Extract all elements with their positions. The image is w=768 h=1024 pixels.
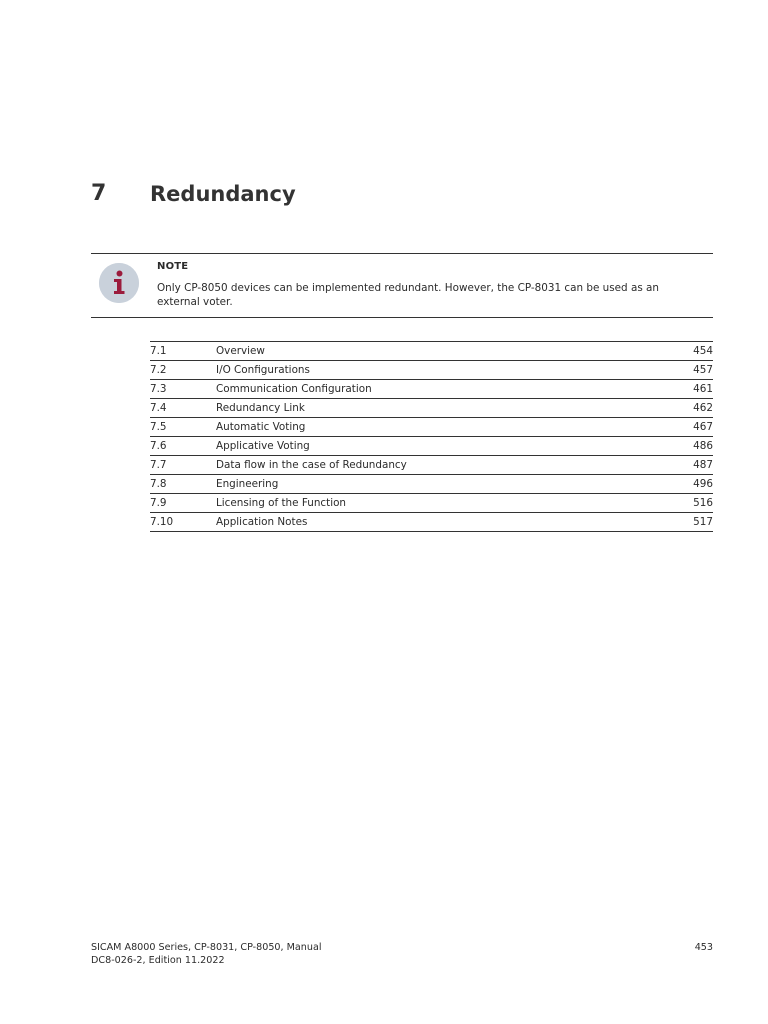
note-text: Only CP-8050 devices can be implemented redundant. However, the CP-8031 can be used as an external voter.	[157, 282, 659, 308]
toc-row-7-4[interactable]	[150, 399, 713, 418]
toc-page[interactable]: 462	[693, 402, 713, 414]
toc-page[interactable]: 487	[693, 459, 713, 471]
toc-row-7-1[interactable]	[150, 342, 713, 361]
toc-number: 7.9	[150, 497, 167, 509]
toc-row-7-7[interactable]	[150, 456, 713, 475]
table-of-contents	[150, 341, 713, 532]
toc-page[interactable]: 486	[693, 440, 713, 452]
info-icon	[99, 263, 139, 303]
footer-edition: DC8-026-2, Edition 11.2022	[91, 955, 225, 966]
toc-title[interactable]: Automatic Voting	[216, 421, 306, 433]
toc-row-7-10[interactable]	[150, 513, 713, 532]
toc-title[interactable]: Application Notes	[216, 516, 308, 528]
toc-row-7-5[interactable]	[150, 418, 713, 437]
chapter-number: 7	[91, 181, 107, 206]
toc-row-7-6[interactable]	[150, 437, 713, 456]
toc-row-7-8[interactable]	[150, 475, 713, 494]
toc-number: 7.10	[150, 516, 174, 528]
toc-title[interactable]: Redundancy Link	[216, 402, 305, 414]
toc-number: 7.6	[150, 440, 167, 452]
chapter-title: Redundancy	[150, 182, 296, 206]
note-heading: NOTE	[157, 261, 189, 272]
toc-title[interactable]: Licensing of the Function	[216, 497, 347, 509]
toc-page[interactable]: 461	[693, 383, 713, 395]
toc-page[interactable]: 467	[693, 421, 713, 433]
toc-number: 7.4	[150, 402, 167, 414]
toc-page[interactable]: 454	[693, 345, 713, 357]
toc-title[interactable]: I/O Configurations	[216, 364, 310, 376]
toc-number: 7.3	[150, 383, 167, 395]
toc-number: 7.7	[150, 459, 167, 471]
footer-document-info	[91, 941, 322, 967]
toc-number: 7.2	[150, 364, 167, 376]
toc-title[interactable]: Communication Configuration	[216, 383, 372, 395]
note-box	[91, 253, 713, 318]
toc-row-7-3[interactable]	[150, 380, 713, 399]
toc-page[interactable]: 517	[693, 516, 713, 528]
toc-number: 7.1	[150, 345, 167, 357]
toc-number: 7.5	[150, 421, 167, 433]
toc-title[interactable]: Engineering	[216, 478, 279, 490]
toc-row-7-9[interactable]	[150, 494, 713, 513]
toc-number: 7.8	[150, 478, 167, 490]
page-number: 453	[694, 942, 713, 953]
toc-row-7-2[interactable]	[150, 361, 713, 380]
toc-page[interactable]: 516	[693, 497, 713, 509]
toc-title[interactable]: Data flow in the case of Redundancy	[216, 459, 407, 471]
toc-page[interactable]: 457	[693, 364, 713, 376]
footer-manual-title: SICAM A8000 Series, CP-8031, CP-8050, Manual	[91, 942, 322, 953]
toc-title[interactable]: Applicative Voting	[216, 440, 310, 452]
toc-title[interactable]: Overview	[216, 345, 265, 357]
toc-page[interactable]: 496	[693, 478, 713, 490]
